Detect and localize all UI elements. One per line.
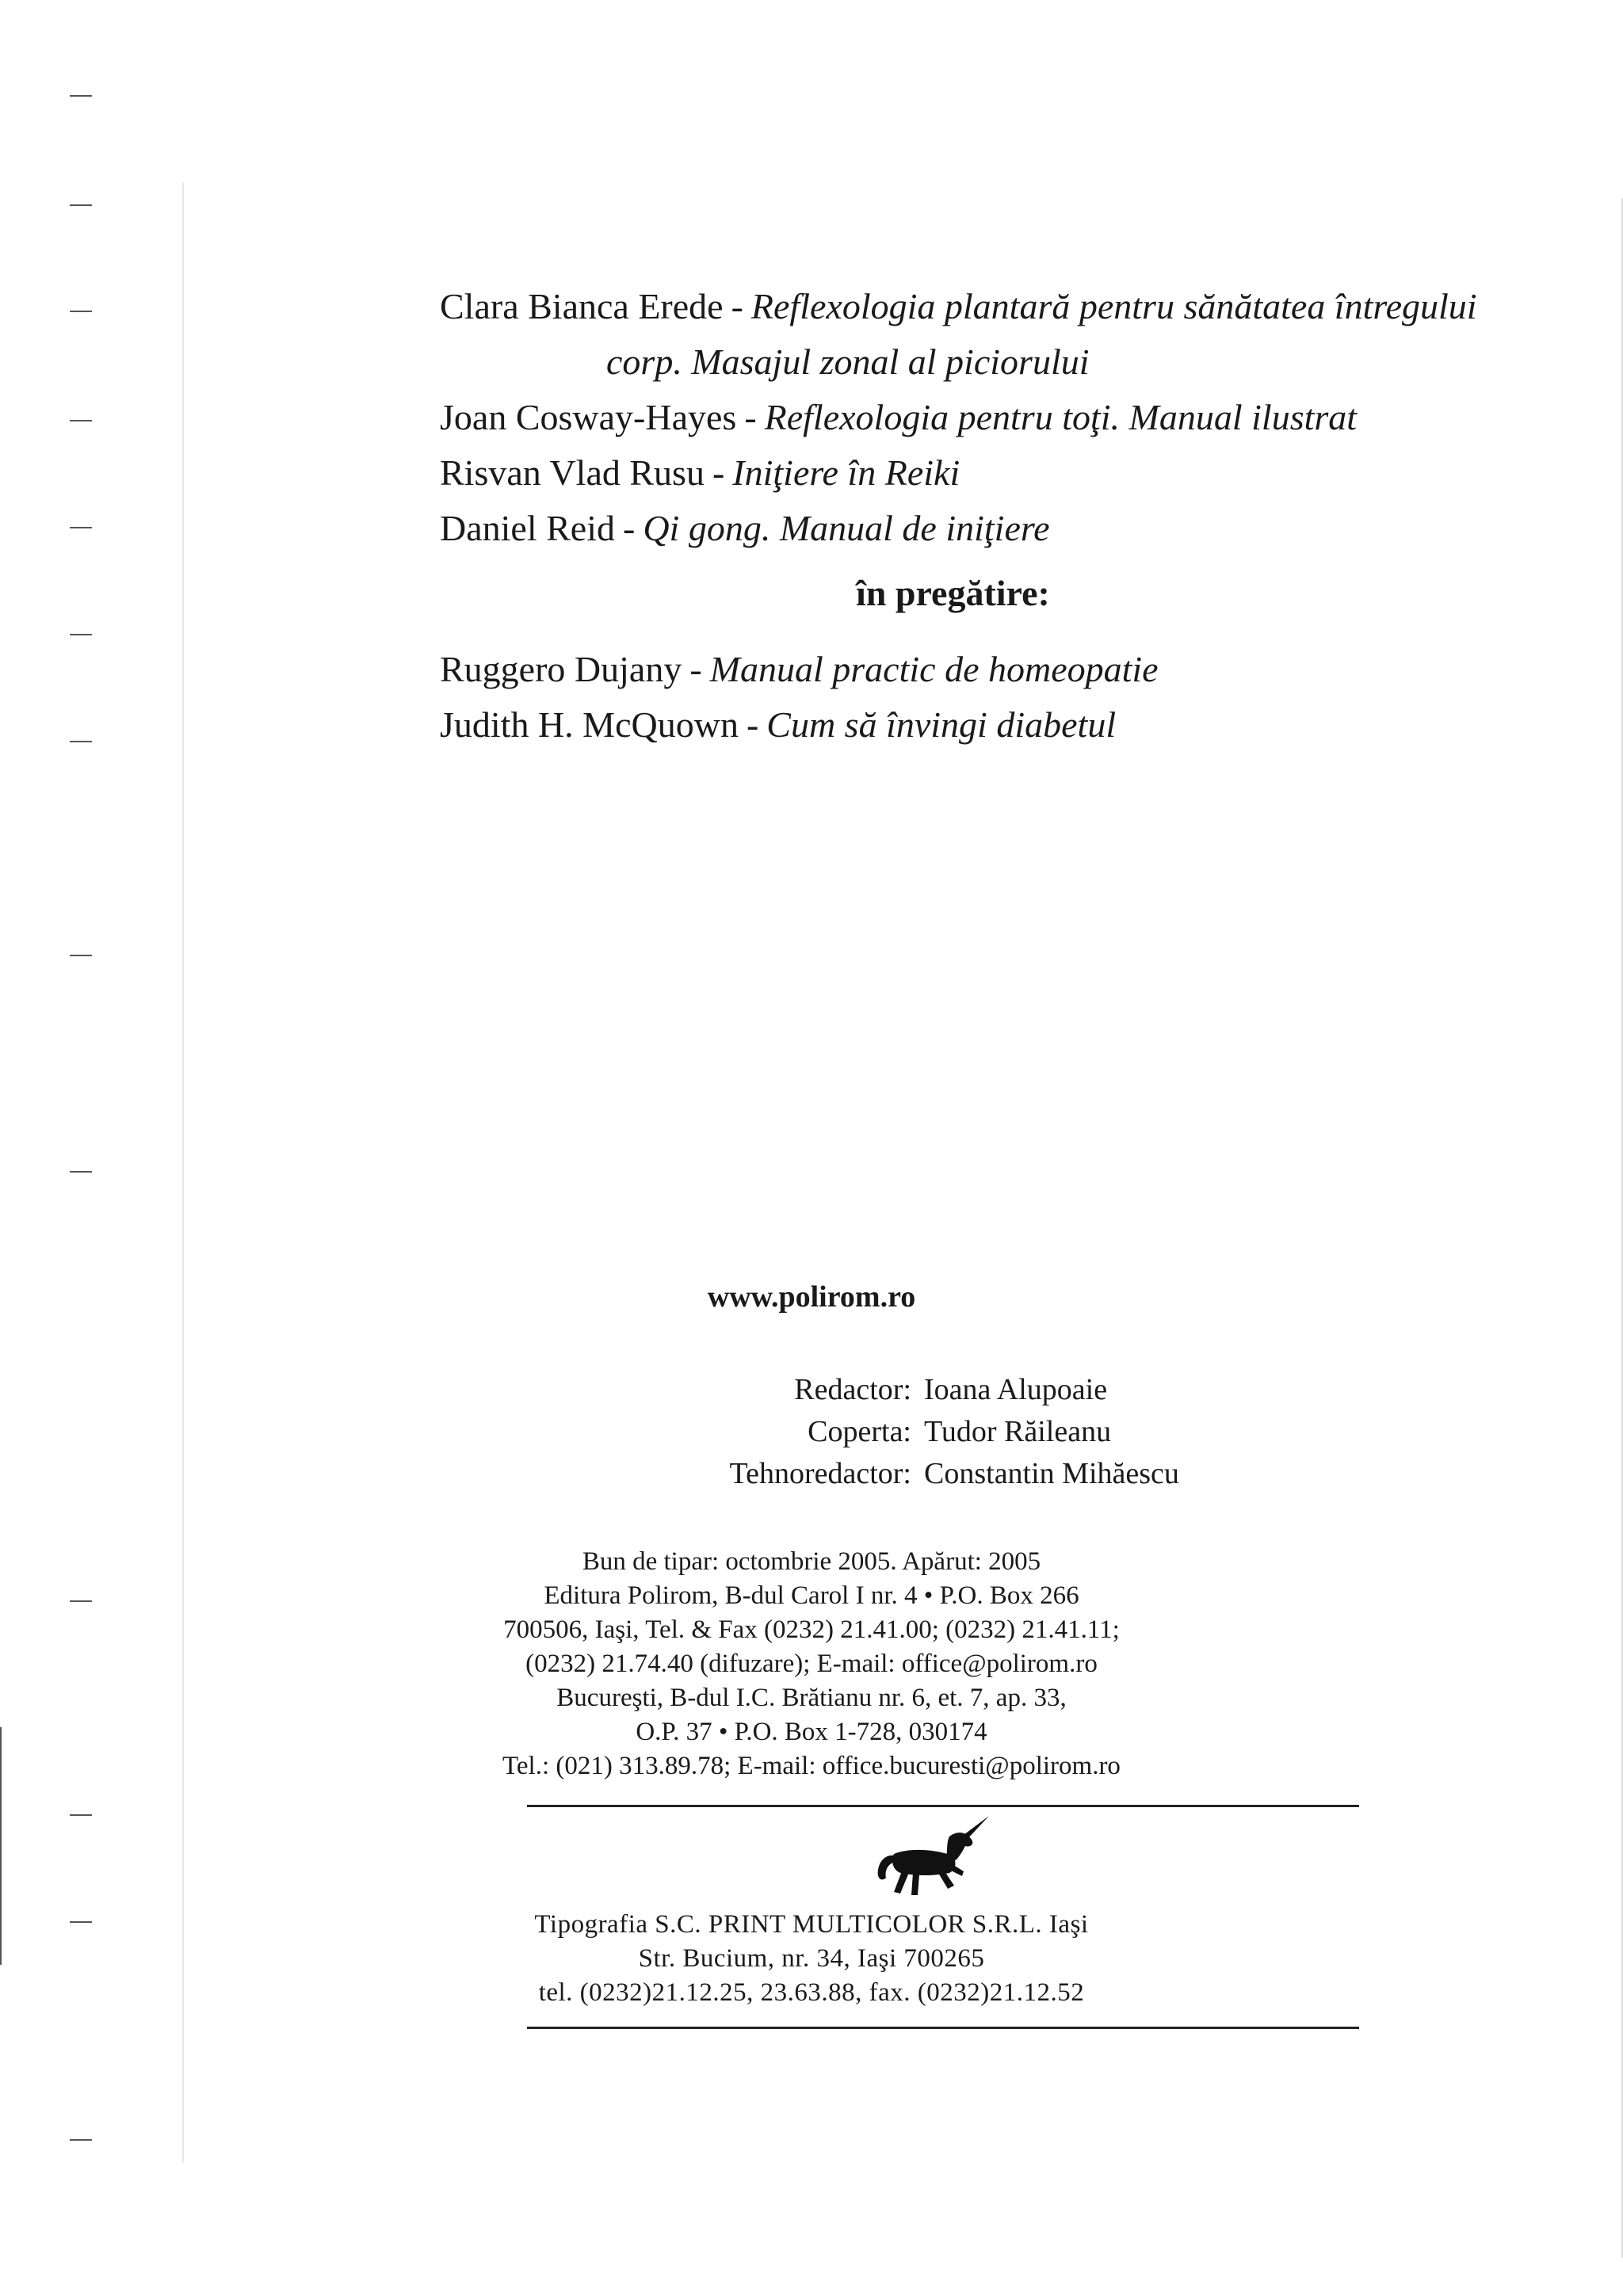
- imprint-line: O.P. 37 • P.O. Box 1-728, 030174: [636, 1718, 987, 1746]
- credit-label: Redactor:: [794, 1373, 911, 1406]
- credit-label: Tehnoredactor:: [729, 1457, 911, 1490]
- credit-label: Coperta:: [808, 1415, 911, 1448]
- scan-mark: [70, 741, 92, 742]
- divider-rule: [527, 2027, 1359, 2029]
- credit-value: Ioana Alupoaie: [924, 1373, 1108, 1406]
- credit-row: [610, 1411, 1179, 1453]
- printer-line: Str. Bucium, nr. 34, Iaşi 700265: [638, 1944, 985, 1973]
- scan-mark: [70, 2139, 92, 2141]
- book-title: Iniţiere în Reiki: [732, 452, 960, 493]
- scan-mark: [70, 1171, 92, 1173]
- book-author: Joan Cosway-Hayes: [440, 397, 737, 437]
- credit-row: [610, 1369, 1179, 1411]
- imprint-line: (0232) 21.74.40 (difuzare); E-mail: office@polirom.ro: [525, 1650, 1098, 1678]
- scan-line: [182, 182, 184, 2163]
- book-author: Daniel Reid: [440, 508, 615, 548]
- credits: [610, 1369, 1179, 1495]
- book-item: [440, 445, 1549, 501]
- divider-rule: [527, 1805, 1359, 1807]
- dash-separator: -: [623, 508, 636, 548]
- imprint-line: 700506, Iaşi, Tel. & Fax (0232) 21.41.00; (0232) 21.41.11;: [503, 1615, 1120, 1644]
- dash-separator: -: [744, 397, 757, 437]
- credit-value: Constantin Mihăescu: [924, 1457, 1179, 1490]
- imprint-line: Bun de tipar: octombrie 2005. Apărut: 2005: [582, 1547, 1041, 1576]
- book-title: Qi gong. Manual de iniţiere: [643, 508, 1050, 548]
- book-item: [440, 642, 1549, 697]
- book-author: Risvan Vlad Rusu: [440, 452, 705, 493]
- dash-separator: -: [746, 704, 759, 745]
- dash-separator: -: [689, 649, 702, 689]
- scan-mark: [70, 1814, 92, 1816]
- upcoming-book-list: [440, 642, 1549, 753]
- imprint-line: Bucureşti, B-dul I.C. Brătianu nr. 6, et. 7, ap. 33,: [556, 1684, 1067, 1712]
- in-preparation-heading: în pregătire:: [856, 573, 1050, 613]
- book-item: [440, 279, 1549, 390]
- imprint-line: Editura Polirom, B-dul Carol I nr. 4 • P.O. Box 266: [544, 1581, 1079, 1610]
- scan-mark: [70, 95, 92, 97]
- printer-info: [0, 1908, 1623, 2010]
- book-title: Manual practic de homeopatie: [709, 649, 1159, 689]
- book-title: Reflexologia plantară pentru sănătatea întregului: [750, 286, 1477, 326]
- credit-value: Tudor Răileanu: [924, 1415, 1112, 1448]
- scan-mark: [70, 420, 92, 421]
- book-title: Cum să învingi diabetul: [766, 704, 1117, 745]
- dash-separator: -: [731, 286, 743, 326]
- publisher-imprint: [0, 1545, 1623, 1783]
- printer-line: Tipografia S.C. PRINT MULTICOLOR S.R.L. Iaşi: [534, 1910, 1089, 1939]
- scan-mark: [70, 527, 92, 528]
- publisher-website: www.polirom.ro: [707, 1280, 916, 1314]
- book-author: Judith H. McQuown: [440, 704, 739, 745]
- book-item: [440, 390, 1549, 445]
- scan-mark: [70, 204, 92, 206]
- book-item: [440, 697, 1549, 753]
- unicorn-icon: [870, 1813, 997, 1900]
- book-title-continuation: corp. Masajul zonal al piciorului: [606, 341, 1090, 382]
- book-item: [440, 501, 1549, 556]
- book-list: [440, 279, 1549, 556]
- book-author: Clara Bianca Erede: [440, 286, 724, 326]
- book-author: Ruggero Dujany: [440, 649, 682, 689]
- book-title: Reflexologia pentru toţi. Manual ilustrat: [764, 397, 1358, 437]
- scan-mark: [70, 311, 92, 312]
- dash-separator: -: [712, 452, 725, 493]
- imprint-line: Tel.: (021) 313.89.78; E-mail: office.bucuresti@polirom.ro: [502, 1752, 1121, 1780]
- scan-mark: [70, 634, 92, 635]
- scan-mark: [70, 955, 92, 956]
- credit-row: [610, 1453, 1179, 1495]
- printer-line: tel. (0232)21.12.25, 23.63.88, fax. (0232)21.12.52: [538, 1978, 1085, 2007]
